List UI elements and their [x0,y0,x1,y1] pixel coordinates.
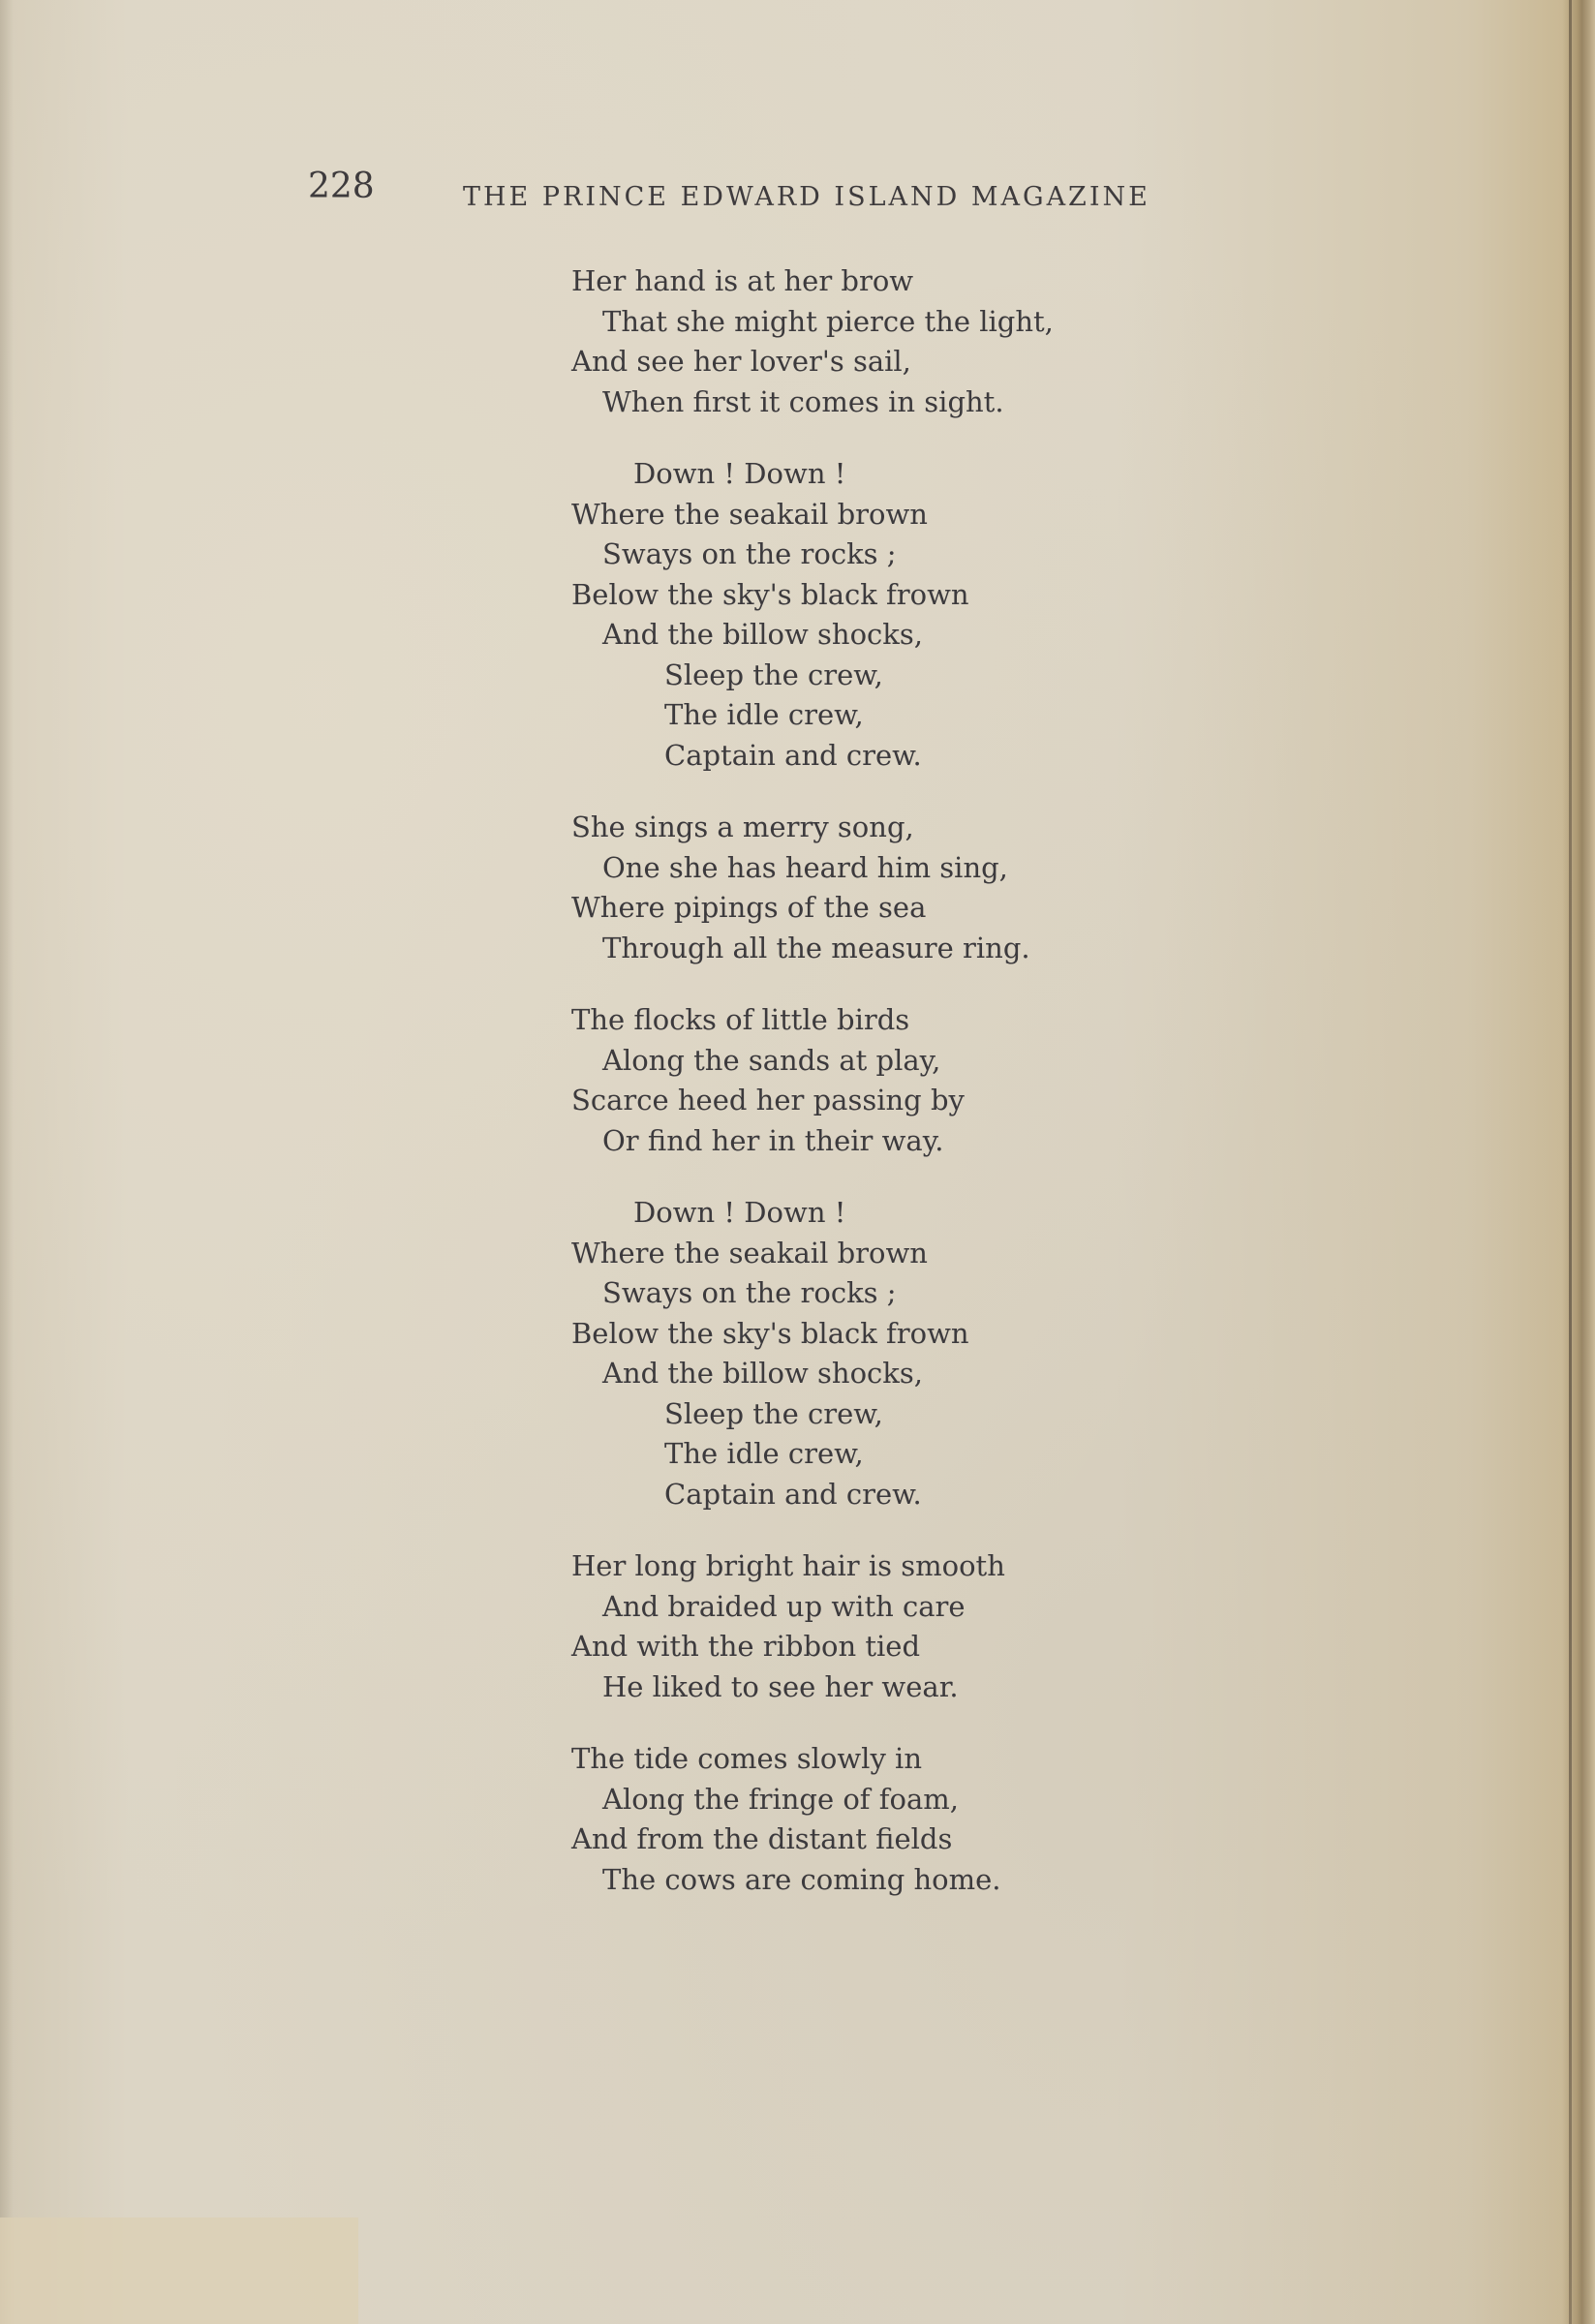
stanza [571,261,1152,422]
poem-line: The flocks of little birds [571,1003,910,1036]
poem-line: And the billow shocks, [602,1357,923,1390]
poem-line: Scarce heed her passing by [571,1084,965,1116]
stanza [571,454,1152,776]
poem-line: Through all the measure ring. [602,931,1030,964]
page-number: 228 [308,167,375,206]
poem-line: The idle crew, [664,698,864,731]
poem-line: Where pipings of the sea [571,891,927,924]
poem-line: Captain and crew. [664,738,922,772]
poem-line: Her hand is at her brow [571,264,914,297]
right-page-edge [1562,0,1595,2324]
poem-line: And braided up with care [602,1589,966,1623]
poem-line: When first it comes in sight. [602,384,1004,418]
poem-line: Or find her in their way. [602,1123,944,1157]
poem-line: Below the sky's black frown [571,577,969,611]
poem-line: And with the ribbon tied [571,1630,921,1663]
stanza [571,1739,1152,1900]
poem-line: Along the sands at play, [602,1043,941,1077]
poem-body [571,261,1152,1900]
left-page-shadow [0,0,14,2324]
poem-line: Sways on the rocks ; [602,537,897,570]
poem-line: Below the sky's black frown [571,1316,969,1350]
poem-line: Her long bright hair is smooth [571,1549,1005,1582]
poem-line: Captain and crew. [664,1477,922,1511]
poem-line: And see her lover's sail, [571,345,911,378]
stanza [571,1000,1152,1161]
poem-line: He liked to see her wear. [602,1669,959,1703]
stanza [571,808,1152,968]
poem-line: The tide comes slowly in [571,1742,923,1775]
poem-line: And the billow shocks, [602,618,923,651]
paper-discoloration [0,2217,358,2324]
poem-line: And from the distant fields [571,1822,953,1855]
stanza-gap [571,1707,1152,1739]
page-header [308,167,1209,225]
poem-line: Where the seakail brown [571,497,928,531]
stanza-gap [571,422,1152,454]
stanza-gap [571,968,1152,1000]
binding-line [1569,0,1572,2324]
poem-line: She sings a merry song, [571,810,914,843]
poem-line: Down ! Down ! [633,457,846,490]
poem-line: Sleep the crew, [664,1396,883,1430]
poem-line: Sleep the crew, [664,657,883,691]
poem-line: Down ! Down ! [633,1196,846,1229]
running-title: THE PRINCE EDWARD ISLAND MAGAZINE [463,182,1150,212]
stanza [571,1193,1152,1514]
poem-line: Sways on the rocks ; [602,1276,897,1309]
poem-line: Along the fringe of foam, [602,1782,959,1816]
stanza-gap [571,1514,1152,1546]
poem-line: The idle crew, [664,1437,864,1470]
poem-line: The cows are coming home. [602,1862,1001,1896]
poem-line: That she might pierce the light, [602,304,1054,338]
poem-line: One she has heard him sing, [602,850,1008,884]
stanza [571,1546,1152,1707]
stanza-gap [571,1161,1152,1193]
poem-line: Where the seakail brown [571,1236,928,1269]
stanza-gap [571,776,1152,808]
